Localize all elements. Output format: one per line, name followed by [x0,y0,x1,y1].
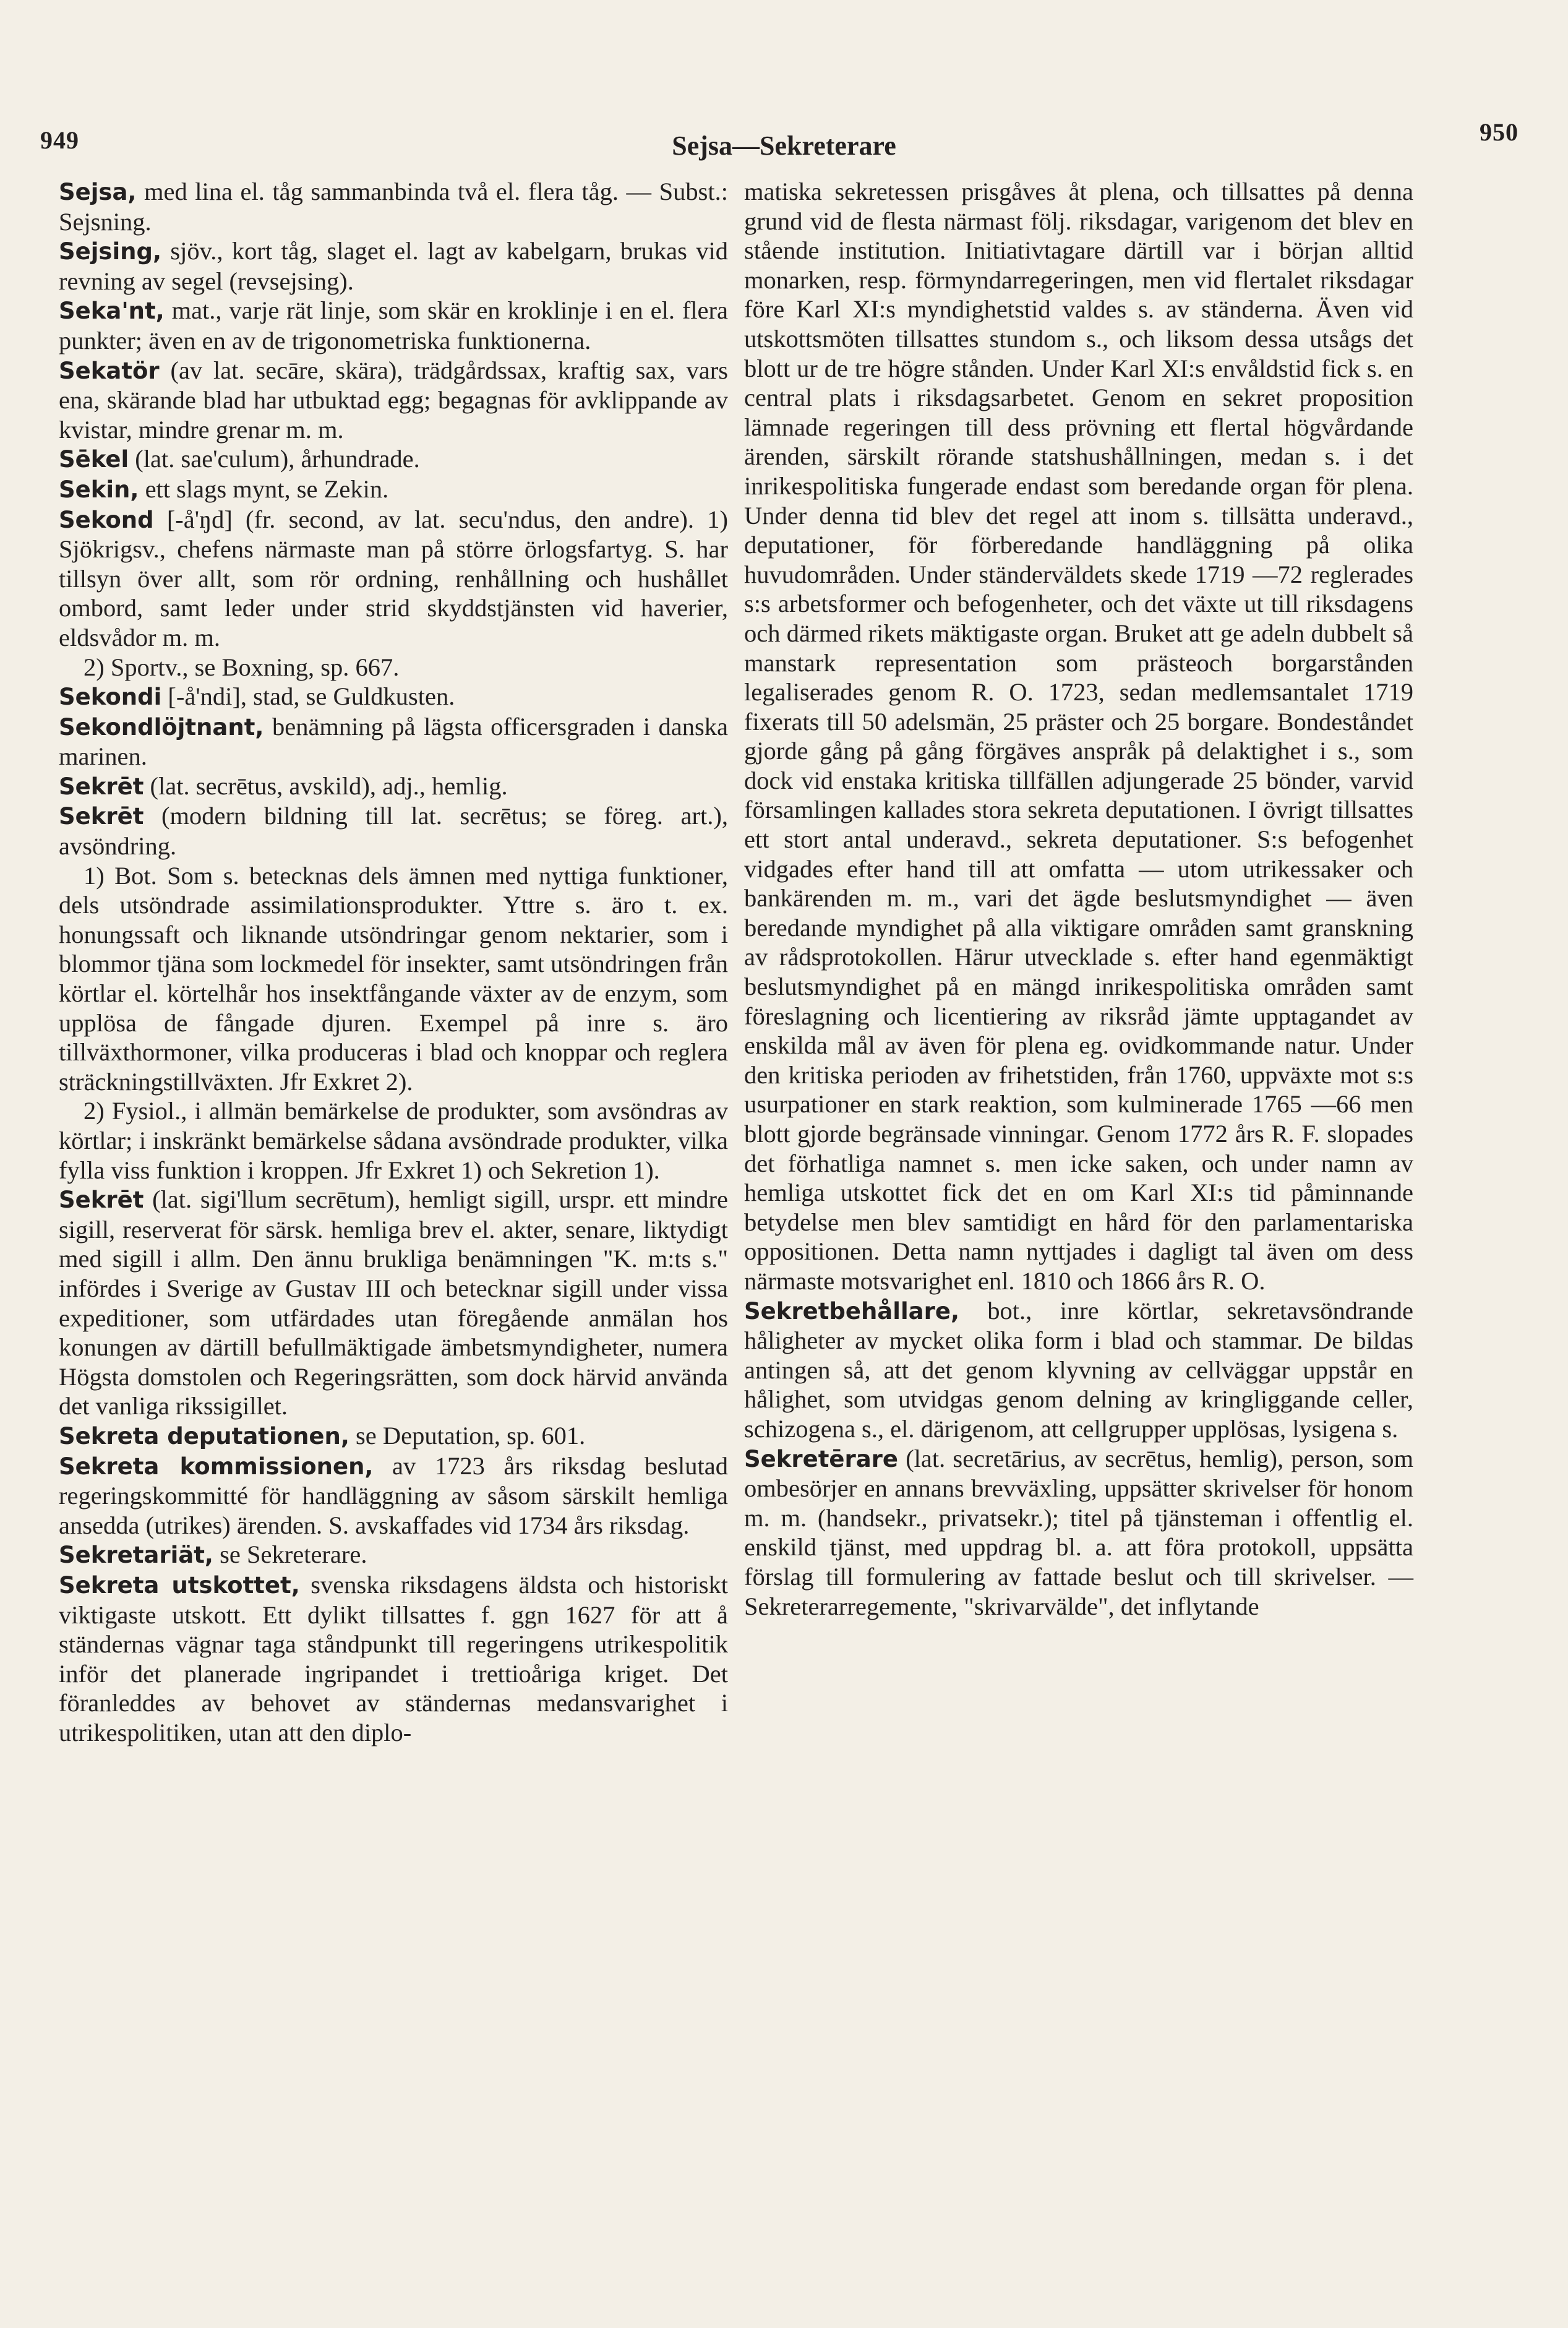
entry-headword: Sekreta kommissionen, [59,1453,374,1480]
right-column [744,177,1413,1621]
entry-text: (lat. secretārius, av secrētus, hemlig), person, som ombesörjer en annans brevväxling, uppsätter skrivelser för honom m. m. (handsekr., privatsekr.); titel på tjänsteman i offentlig el. enskild tjänst, med uppdrag bl. a. att föra protokoll, uppsätta förslag till formulering av fattade beslut och till skrivelser. — Sekreterarregemente, "skrivarvälde", det inflytande [744,1444,1413,1620]
entry-text: svenska riksdagens äldsta och historiskt viktigaste utskott. Ett dylikt tillsattes f. ggn 1627 för att å ständernas vägnar taga ståndpunkt till regeringens utrikespolitik inför det planerade ingripandet i trettioåriga kriget. Det föranleddes av behovet av ständernas medansvarighet i utrikespolitiken, utan att den diplo- [59,1570,728,1746]
entry-headword: Sekrēt [59,773,144,800]
dictionary-entry [59,1451,728,1540]
entry-text: (lat. sae'culum), århundrade. [129,445,420,473]
entry-headword: Sēkel [59,446,129,473]
dictionary-entry [59,801,728,861]
dictionary-entry [59,712,728,771]
entry-text: sjöv., kort tåg, slaget el. lagt av kabelgarn, brukas vid revning av segel (revsejsing). [59,237,728,295]
dictionary-entry [744,1296,1413,1444]
entry-subsection: 2) Sportv., se Boxning, sp. 667. [84,653,400,681]
entry-headword: Sekretērare [744,1445,899,1472]
entry-text: (av lat. secāre, skära), trädgårdssax, kraftig sax, vars ena, skärande blad har utbuktad egg; begagnas för avklippande av kvistar, mindre grenar m. m. [59,356,728,444]
entry-headword: Sekondi [59,684,162,711]
entry-text: (modern bildning till lat. secrētus; se föreg. art.), avsöndring. [59,802,728,861]
dictionary-entry [59,296,728,355]
entry-subsection: 2) Fysiol., i allmän bemärkelse de produkter, som avsöndras av körtlar; i inskränkt bemärkelse sådana avsöndrade produkter, vilka fylla viss funktion i kroppen. Jfr Exkret 1) och Sekretion 1). [59,1097,728,1184]
page-header [37,114,1531,170]
continued-text: matiska sekretessen prisgåves åt plena, och tillsattes på denna grund vid de flesta närmast följ. riksdagar, varigenom det blev en stående institution. Initiativtagare därtill var i början alltid monarken, resp. förmyndarregeringen, men vid flertalet riksdagar före Karl XI:s myndighetstid valdes s. av ständerna. Även vid utskottsmöten tillsattes stundom s., och liksom dessa utsågs det blott ur de tre högre stånden. Under Karl XI:s envåldstid fick s. en central plats i riksdagsarbetet. Genom en sekret proposition lämnade regeringen till dess prövning ett flertal högvårdande ärenden, särskilt rörande statshushållningen, medan s. i det inrikespolitiska fungerade endast som beredande organ för plena. Under denna tid blev det regel att inom s. tillsätta underavd., deputationer, för förberedande handläggning på olika huvudområden. Under ständerväldets skede 1719 —72 reglerades s:s arbetsformer och befogenheter, och det växte ut till riksdagens och därmed rikets mäktigaste organ. Bruket att ge adeln dubbelt så manstark representation som prästeoch borgarstånden legaliserades genom R. O. 1723, sedan medlemsantalet 1719 fixerats till 50 adelsmän, 25 präster och 25 borgare. Bondeståndet gjorde gång på gång förgäves anspråk på delaktighet i s., som dock vid enstaka kritiska tillfällen adjungerade 25 bönder, varvid församlingen kallades stora sekreta deputationen. I övrigt tillsattes ett stort antal underavd., sekreta deputationer. S:s befogenhet vidgades efter hand till att omfatta — utom utrikessaker och bankärenden m. m., vari det ägde beslutsmyndighet — även beredande myndighet på alla viktigare områden samt granskning av rådsprotokollen. Härur utvecklade s. efter hand egenmäktigt beslutsmyndighet på en mängd inrikespolitiska områden samt föreslagning och licentiering av riksråd jämte upptagandet av enskilda mål av även för plena eg. ovidkommande natur. Under den kritiska perioden av frihetstiden, från 1760, uppväxte mot s:s usurpationer en stark reaktion, som kulminerade 1765 —66 men blott gjorde begränsade vinningar. Genom 1772 års R. F. slopades det förhatliga namnet s. men icke saken, och under namn av hemliga utskottet fick det en om Karl XI:s tid påminnande betydelse men blev samtidigt en hård för den parlamentariska oppositionen. Detta namn nyttjades i dagligt tal även om dess närmaste motsvarighet enl. 1810 och 1866 års R. O. [744,178,1413,1295]
dictionary-entry [744,1444,1413,1621]
dictionary-entry [59,236,728,296]
dictionary-entry [59,444,728,475]
entry-headword: Sejsa, [59,179,137,205]
entry-text: ett slags mynt, se Zekin. [139,475,389,503]
dictionary-entry [59,682,728,712]
entry-subsection: 1) Bot. Som s. betecknas dels ämnen med nyttiga funktioner, dels utsöndrade assimilationsprodukter. Yttre s. äro t. ex. honungssaft och liknande utsöndringar genom nektarier, som i blommor tjäna som lockmedel för insekter, samt utsöndringen från körtlar el. körtelhår hos insektfångande växter av de enzym, som upplösa de fångade djuren. Exempel på inre s. äro tillväxthormoner, vilka produceras i blad och knoppar och reglera sträckningstillväxten. Jfr Exkret 2). [59,861,728,1096]
running-title: Sejsa—Sekreterare [672,131,896,161]
entry-text: se Deputation, sp. 601. [349,1421,586,1450]
right-page-number: 950 [1480,118,1519,146]
entry-text: (lat. secrētus, avskild), adj., hemlig. [144,771,508,800]
entry-text: se Sekreterare. [213,1540,367,1569]
dictionary-entry [59,356,728,445]
left-page-number: 949 [40,126,79,154]
dictionary-entry [59,1421,728,1451]
entry-headword: Sekretariät, [59,1542,213,1569]
entry-headword: Sekond [59,506,154,533]
dictionary-entry [59,1540,728,1570]
left-column [59,177,728,1747]
entry-text: bot., inre körtlar, sekretavsöndrande håligheter av mycket olika form i blad och stammar. De bildas antingen så, att det genom klyvning av cellväggar uppstår en hålighet, som utvidgas genom delning av kringliggande celler, schizogena s., el. därigenom, att cellgrupper upplösas, lysigena s. [744,1296,1413,1443]
dictionary-entry [59,505,728,653]
entry-text: benämning på lägsta officersgraden i danska marinen. [59,712,728,771]
entry-text: (lat. sigi'llum secrētum), hemligt sigill, urspr. ett mindre sigill, reserverat för särsk. hemliga brev el. akter, senare, liktydigt med sigill i allm. Den ännu brukliga benämningen "K. m:ts s." infördes i Sverige av Gustav III och betecknar sigill under vissa expeditioner, som utfärdades utan föregående anmälan hos konungen av därtill befullmäktigade ämbetsmyndigheter, numera Högsta domstolen och Regeringsrätten, som dock härvid använda det vanliga rikssigillet. [59,1185,728,1420]
entry-headword: Sejsing, [59,238,162,265]
dictionary-entry [59,475,728,505]
entry-headword: Sekondlöjtnant, [59,713,264,741]
entry-headword: Sekretbehållare, [744,1297,959,1325]
dictionary-entry [59,771,728,802]
dictionary-entry [59,1570,728,1748]
entry-headword: Sekrēt [59,803,144,830]
entry-headword: Sekatör [59,357,160,384]
entry-text: [-å'ŋd] (fr. second, av lat. secu'ndus, den andre). 1) Sjökrigsv., chefens närmaste man på större örlogsfartyg. S. har tillsyn över allt, som rör ordning, renhållning och hushållet ombord, samt leder under strid skyddstjänsten vid haverier, eldsvådor m. m. [59,505,728,651]
entry-text: med lina el. tåg sammanbinda två el. flera tåg. — Subst.: Sejsning. [59,178,728,236]
dictionary-entry [59,177,728,236]
entry-headword: Sekreta utskottet, [59,1571,300,1599]
entry-headword: Sekin, [59,476,139,503]
entry-headword: Seka'nt, [59,298,165,325]
entry-text: [-å'ndi], stad, se Guldkusten. [161,682,455,711]
entry-text: av 1723 års riksdag beslutad regeringskommitté för handläggning av såsom särskilt hemliga ansedda (utrikes) ärenden. S. avskaffades vid 1734 års riksdag. [59,1451,728,1539]
entry-headword: Sekreta deputationen, [59,1422,349,1450]
entry-headword: Sekrēt [59,1187,144,1214]
dictionary-entry [59,1185,728,1421]
entry-text: mat., varje rät linje, som skär en kroklinje i en el. flera punkter; även en av de trigonometriska funktionerna. [59,296,728,354]
